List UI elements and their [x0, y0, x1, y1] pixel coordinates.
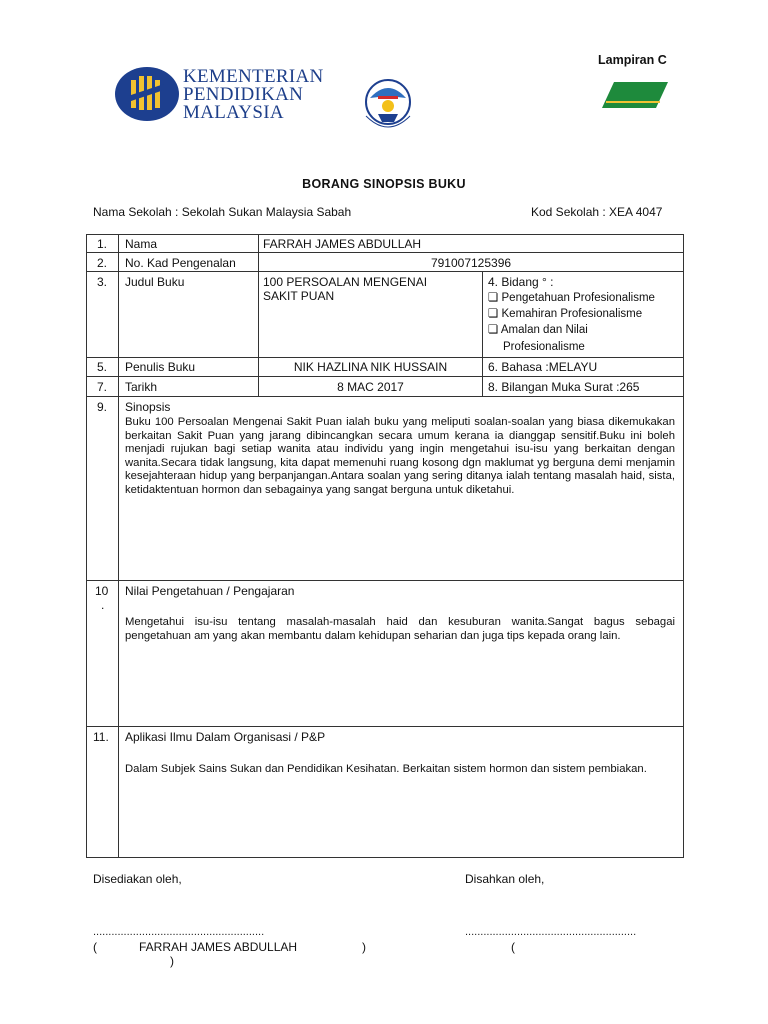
school-code: Kod Sekolah : XEA 4047: [531, 205, 663, 219]
row-number: 10: [95, 584, 109, 598]
prepared-open-paren: (: [93, 940, 97, 954]
row-divider: [87, 376, 683, 377]
school-name: Nama Sekolah : Sekolah Sukan Malaysia Sabah: [93, 205, 352, 219]
approved-open-paren: (: [511, 940, 515, 954]
ic-label: No. Kad Pengenalan: [125, 256, 236, 270]
field-option-label: Kemahiran Profesionalisme: [501, 308, 643, 320]
row-number: 11.: [93, 730, 109, 744]
approved-by-label: Disahkan oleh,: [465, 872, 545, 886]
ic-value: 791007125396: [430, 256, 512, 270]
synopsis-text: Buku 100 Persoalan Mengenai Sakit Puan ialah buku yang meliputi soalan-soalan yang biasa dikemukakan berkaitan Sakit Puan yang jarang dibincangkan secara umum kerana ia dianggap sensitif.Buku ini boleh menjadi rujukan bagi setiap wanita atau individu yang ingin mengetahui isu-isu yang berkaitan dengan wanita.Secara tidak langsung, kita dapat memenuhi ruang kosong dgn maklumat yg berguna demi menjamin kesejahteraan hidup yang berpanjangan.Antara soalan yang sering ditanya ialah tentang masalah haid, sista, ketidaktentuan hormon dan sebagainya yang sangat berguna untuk diketahui.: [125, 416, 675, 496]
ministry-crest-icon: [356, 76, 420, 141]
checkbox-icon: ❏: [488, 324, 499, 336]
field-heading: 4. Bidang ° :: [488, 275, 554, 289]
name-label: Nama: [125, 237, 158, 251]
row-number: 7.: [97, 380, 108, 394]
row-divider: [87, 252, 683, 253]
form-title: BORANG SINOPSIS BUKU: [302, 177, 466, 191]
application-label: Aplikasi Ilmu Dalam Organisasi / P&P: [125, 730, 326, 744]
row-number: 1.: [97, 237, 108, 251]
row-divider: [87, 396, 683, 397]
ministry-line-2: PENDIDIKAN: [183, 84, 304, 105]
row-number-dot: .: [101, 598, 105, 612]
book-title-value-line1: 100 PERSOALAN MENGENAI: [263, 275, 428, 289]
row-divider: [87, 580, 683, 581]
row-divider: [87, 357, 683, 358]
synopsis-label: Sinopsis: [125, 400, 171, 414]
field-option-knowledge[interactable]: [488, 292, 655, 305]
prepared-name: FARRAH JAMES ABDULLAH: [139, 940, 298, 954]
author-label: Penulis Buku: [125, 360, 196, 374]
book-title-value-line2: SAKIT PUAN: [263, 289, 335, 303]
checkbox-icon: ❏: [488, 308, 499, 320]
bpg-logo: [600, 78, 670, 117]
ministry-line-3: MALAYSIA: [183, 102, 284, 123]
row-number: 3.: [97, 275, 108, 289]
row-divider: [87, 271, 683, 272]
ministry-wordmark: [183, 68, 324, 122]
name-value: FARRAH JAMES ABDULLAH: [263, 237, 422, 251]
knowledge-value-text: Mengetahui isu-isu tentang masalah-masalah haid dan kesuburan wanita.Sangat bagus sebagai pengetahuan am yang akan membantu dalam kehidupan seharian dan juga tips kepada orang lain.: [125, 616, 675, 642]
prepared-signature-line: ........................................................: [93, 926, 265, 938]
column-divider: [118, 235, 119, 857]
approved-signature-line: ........................................................: [465, 926, 637, 938]
row-number: 2.: [97, 256, 108, 270]
field-option-practice[interactable]: [488, 324, 588, 337]
checkbox-icon: ❏: [488, 292, 499, 304]
column-divider: [482, 271, 483, 396]
row-number: 9.: [97, 400, 108, 414]
language-field: 6. Bahasa :MELAYU: [488, 360, 598, 374]
author-value: NIK HAZLINA NIK HUSSAIN: [293, 360, 448, 374]
row-number: 5.: [97, 360, 108, 374]
approved-close-paren: ): [170, 954, 174, 968]
book-title-label: Judul Buku: [125, 275, 185, 289]
date-label: Tarikh: [125, 380, 158, 394]
field-option-label: Amalan dan Nilai: [500, 324, 588, 336]
knowledge-value-label: Nilai Pengetahuan / Pengajaran: [125, 584, 295, 598]
prepared-close-paren: ): [362, 940, 366, 954]
application-text: Dalam Subjek Sains Sukan dan Pendidikan Kesihatan. Berkaitan sistem hormon dan sistem pembiakan.: [125, 763, 647, 775]
row-divider: [87, 726, 683, 727]
page-count-field: 8. Bilangan Muka Surat :265: [488, 380, 640, 394]
field-option-practice-cont: Profesionalisme: [503, 341, 585, 353]
prepared-by-label: Disediakan oleh,: [93, 872, 182, 886]
lampiran-label: Lampiran C: [598, 53, 667, 67]
ministry-emblem-icon: [114, 66, 180, 127]
ministry-line-1: KEMENTERIAN: [183, 66, 324, 87]
date-value: 8 MAC 2017: [337, 380, 404, 394]
field-option-label: Pengetahuan Profesionalisme: [501, 292, 655, 304]
synopsis-form-table: [86, 234, 684, 858]
field-option-skill[interactable]: [488, 308, 642, 321]
